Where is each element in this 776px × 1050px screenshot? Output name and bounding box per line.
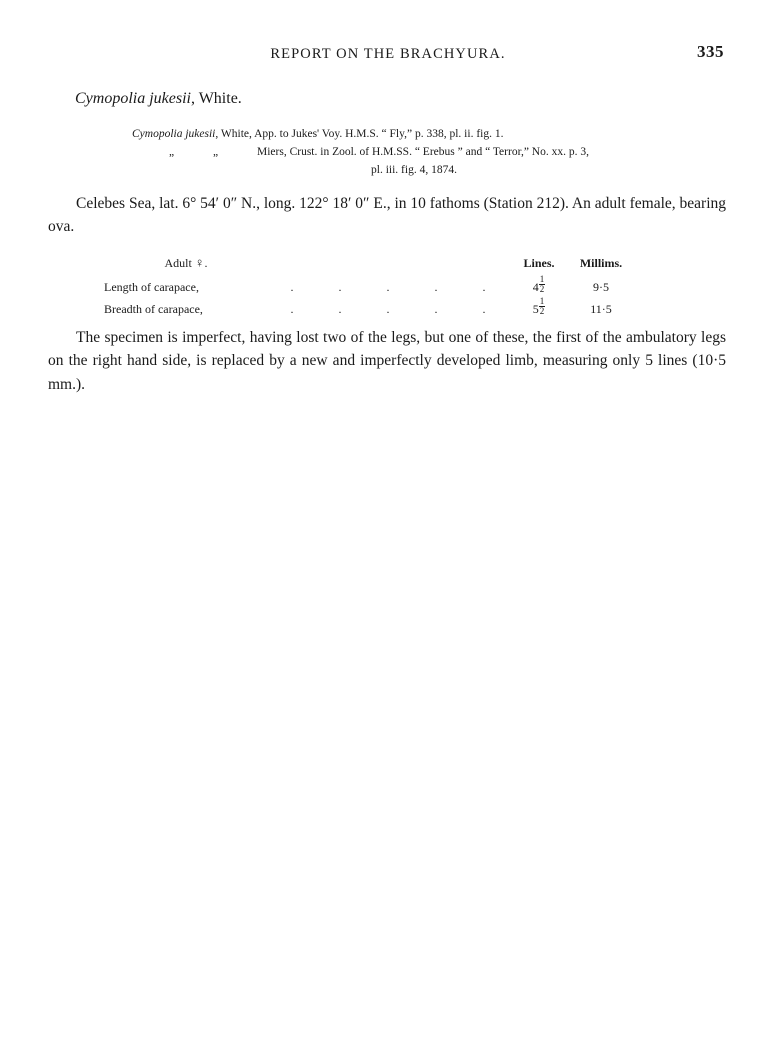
leader-dot: . <box>482 280 486 294</box>
table-header-row <box>104 255 632 275</box>
value-lines <box>508 297 570 319</box>
measurements-table <box>104 255 632 319</box>
synonymy-reference: Miers, Crust. in Zool. of H.M.SS. “ Erebus ” and “ Terror,” No. xx. p. 3, <box>257 145 589 158</box>
fraction-denominator: 2 <box>539 306 545 316</box>
table-row <box>104 275 632 297</box>
fraction-numerator: 1 <box>539 274 545 284</box>
ditto-mark: „ <box>169 145 175 158</box>
leader-dot: . <box>386 280 390 294</box>
spacer-cell <box>460 255 508 275</box>
column-header-lines: Lines. <box>523 256 555 270</box>
page-number: 335 <box>697 42 724 61</box>
species-authority: , White. <box>190 90 242 107</box>
remarks-text: The specimen is imperfect, having lost two of the legs, but one of these, the first of the ambulatory legs on the right hand side, is replaced by a new and imperfectly developed limb, measuring only 5 lines (10·5 mm.). <box>48 329 726 393</box>
value-millims: 11·5 <box>590 302 612 316</box>
leader-dot: . <box>482 302 486 316</box>
species-heading <box>75 90 242 108</box>
spacer-cell <box>364 255 412 275</box>
synonymy-line <box>75 126 723 144</box>
table-row <box>104 297 632 319</box>
row-label: Breadth of carapace, <box>104 302 203 316</box>
leader-dot: . <box>338 280 342 294</box>
caption-period: . <box>204 256 208 270</box>
column-header-millims: Millims. <box>579 256 623 270</box>
value-millims: 9·5 <box>593 280 609 294</box>
row-label: Length of carapace, <box>104 280 199 294</box>
measurements-caption <box>104 255 268 275</box>
synonymy-reference-continued: pl. iii. fig. 4, 1874. <box>371 163 457 176</box>
synonymy-block <box>75 126 723 179</box>
synonymy-reference: , White, App. to Jukes' Voy. H.M.S. “ Fly,” p. 338, pl. ii. fig. 1. <box>215 128 504 140</box>
species-name: Cymopolia jukesii <box>75 90 191 107</box>
locality-text: Celebes Sea, lat. 6° 54′ 0″ N., long. 122° 18′ 0″ E., in 10 fathoms (Station 212). An adult female, bearing ova. <box>48 195 726 236</box>
leader-dot: . <box>338 302 342 316</box>
female-symbol: ♀ <box>194 255 205 270</box>
leader-dot: . <box>434 302 438 316</box>
leader-dot: . <box>434 280 438 294</box>
fraction-numerator: 1 <box>539 296 545 306</box>
ditto-mark: „ <box>213 145 219 158</box>
value-lines <box>508 275 570 297</box>
spacer-cell <box>412 255 460 275</box>
remarks-paragraph <box>48 326 726 396</box>
locality-paragraph <box>48 192 726 239</box>
leader-dot: . <box>290 302 294 316</box>
spacer-cell <box>316 255 364 275</box>
spacer-cell <box>268 255 316 275</box>
value-fraction <box>539 297 546 316</box>
synonymy-line <box>75 162 723 180</box>
synonymy-italic-name: Cymopolia jukesii <box>132 128 216 140</box>
leader-dot: . <box>290 280 294 294</box>
synonymy-line <box>75 144 723 162</box>
caption-text: Adult <box>164 256 192 270</box>
running-head: REPORT ON THE BRACHYURA. <box>270 46 506 62</box>
value-whole: 5 <box>532 302 539 316</box>
value-whole: 4 <box>532 280 539 294</box>
value-fraction <box>539 275 546 294</box>
leader-dot: . <box>386 302 390 316</box>
fraction-denominator: 2 <box>539 284 545 294</box>
